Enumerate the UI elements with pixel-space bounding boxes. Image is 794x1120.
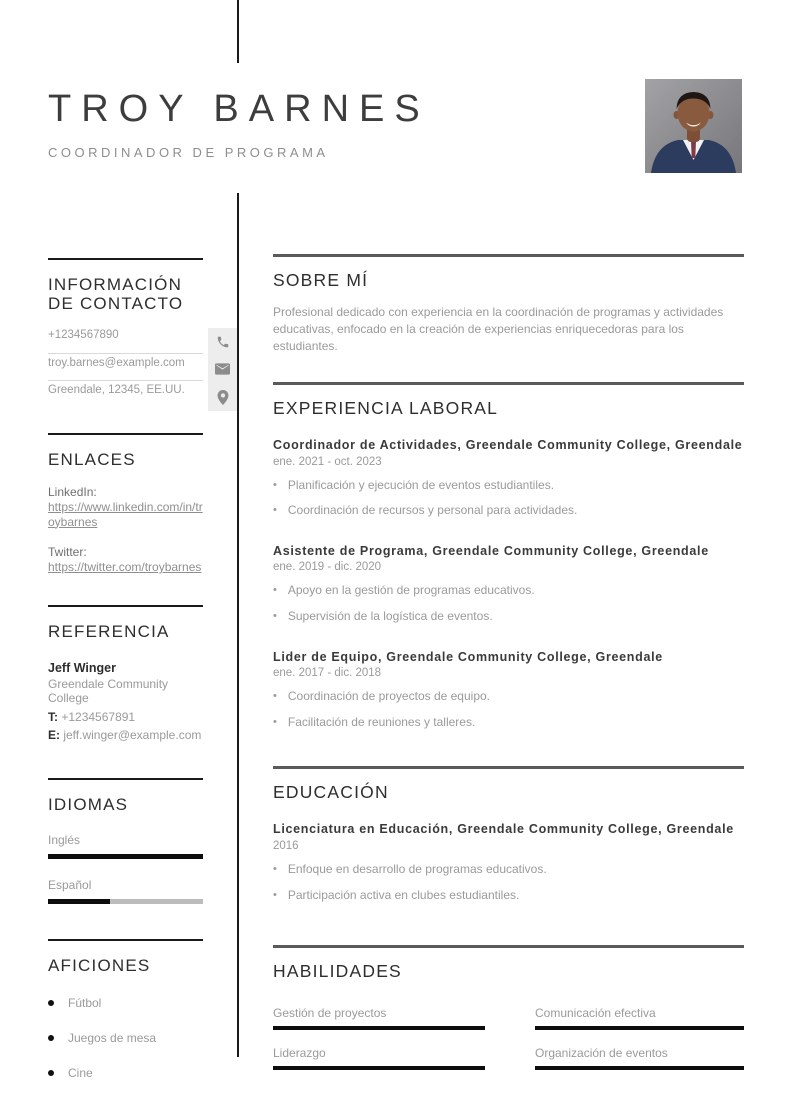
candidate-job-title: COORDINADOR DE PROGRAMA bbox=[48, 145, 329, 160]
bullet-dot-icon bbox=[48, 1000, 54, 1006]
experience-entry-dates: ene. 2019 - dic. 2020 bbox=[273, 561, 382, 574]
about-section-rule bbox=[273, 254, 744, 257]
location-icon bbox=[208, 383, 237, 411]
bullet-mark: • bbox=[273, 862, 277, 875]
skill-level-bar bbox=[273, 1026, 485, 1030]
experience-entry-bullets bbox=[273, 477, 744, 520]
bullet-item bbox=[273, 582, 744, 599]
skill-item bbox=[273, 1006, 485, 1030]
reference-phone-label: T: bbox=[48, 710, 58, 725]
experience-entry-bullets bbox=[273, 582, 744, 625]
experience-section-rule bbox=[273, 382, 744, 385]
hobby-item bbox=[48, 996, 203, 1010]
skills-section-rule bbox=[273, 945, 744, 948]
bullet-text: Apoyo en la gestión de programas educativos. bbox=[287, 583, 535, 598]
bullet-text: Facilitación de reuniones y talleres. bbox=[287, 715, 476, 730]
experience-entry-bullets bbox=[273, 688, 744, 731]
experience-entry bbox=[273, 649, 744, 731]
contact-heading: INFORMACIÓN DE CONTACTO bbox=[48, 275, 184, 314]
language-item bbox=[48, 878, 203, 904]
contact-row-phone bbox=[48, 326, 203, 354]
contact-email-value[interactable]: troy.barnes@example.com bbox=[48, 356, 185, 369]
reference-email-row bbox=[48, 728, 203, 742]
bullet-item bbox=[273, 861, 744, 878]
skill-item bbox=[273, 1046, 485, 1070]
experience-entry-title: Asistente de Programa, Greendale Community College, Greendale bbox=[273, 544, 709, 559]
bullet-item bbox=[273, 608, 744, 625]
hobbies-section-rule bbox=[48, 939, 203, 941]
contact-location-value: Greendale, 12345, EE.UU. bbox=[48, 384, 185, 397]
education-heading: EDUCACIÓN bbox=[273, 781, 389, 802]
reference-name: Jeff Winger bbox=[48, 660, 116, 675]
reference-section-rule bbox=[48, 605, 203, 607]
language-level-bar bbox=[48, 854, 203, 859]
reference-phone-row bbox=[48, 710, 203, 724]
bullet-mark: • bbox=[273, 716, 277, 729]
skill-item bbox=[535, 1006, 744, 1030]
bullet-dot-icon bbox=[48, 1070, 54, 1076]
bullet-item bbox=[273, 887, 744, 904]
skill-name: Comunicación efectiva bbox=[535, 1005, 656, 1020]
contact-icon-strip bbox=[208, 328, 237, 411]
bullet-item bbox=[273, 502, 744, 519]
experience-entry bbox=[273, 543, 744, 625]
bullet-dot-icon bbox=[48, 1035, 54, 1041]
skills-grid bbox=[273, 1006, 744, 1070]
left-column bbox=[48, 0, 203, 1080]
language-name: Inglés bbox=[48, 833, 81, 848]
experience-entry-title: Lider de Equipo, Greendale Community College, Greendale bbox=[273, 650, 663, 665]
language-name: Español bbox=[48, 878, 92, 893]
skill-name: Organización de eventos bbox=[535, 1045, 668, 1060]
reference-organization: Greendale Community College bbox=[48, 676, 169, 706]
top-divider-tick bbox=[237, 0, 239, 63]
reference-email-label: E: bbox=[48, 728, 60, 743]
contact-phone-value: +1234567890 bbox=[48, 329, 119, 342]
experience-entry bbox=[273, 437, 744, 519]
language-level-bar bbox=[48, 899, 110, 904]
column-divider-line bbox=[237, 193, 239, 1057]
hobby-label: Fútbol bbox=[68, 996, 102, 1011]
bullet-mark: • bbox=[273, 478, 277, 491]
reference-heading: REFERENCIA bbox=[48, 621, 170, 641]
experience-entry-dates: ene. 2021 - oct. 2023 bbox=[273, 455, 382, 468]
language-level-track bbox=[48, 854, 203, 859]
twitter-label: Twitter: bbox=[48, 545, 87, 560]
candidate-name: TROY BARNES bbox=[48, 88, 430, 130]
links-section-rule bbox=[48, 433, 203, 435]
hobby-item bbox=[48, 1066, 203, 1080]
twitter-url-link[interactable]: https://twitter.com/troybarnes bbox=[48, 560, 202, 575]
education-entry-dates: 2016 bbox=[273, 839, 299, 852]
bullet-text: Enfoque en desarrollo de programas educativos. bbox=[287, 861, 547, 876]
bullet-text: Supervisión de la logística de eventos. bbox=[287, 609, 493, 624]
bullet-mark: • bbox=[273, 504, 277, 517]
bullet-item bbox=[273, 714, 744, 731]
education-entry bbox=[273, 821, 744, 903]
bullet-mark: • bbox=[273, 888, 277, 901]
skill-level-bar bbox=[273, 1066, 485, 1070]
bullet-text: Participación activa en clubes estudiantiles. bbox=[287, 887, 520, 902]
skill-level-track bbox=[535, 1026, 744, 1030]
education-section-rule bbox=[273, 766, 744, 769]
about-text: Profesional dedicado con experiencia en la coordinación de programas y actividades educativas, enfocado en la creación de experiencias enriquecedoras para los estudiantes. bbox=[273, 304, 724, 354]
skills-heading: HABILIDADES bbox=[273, 961, 402, 982]
bullet-item bbox=[273, 477, 744, 494]
contact-section-rule bbox=[48, 258, 203, 260]
languages-section-rule bbox=[48, 778, 203, 780]
bullet-text: Planificación y ejecución de eventos estudiantiles. bbox=[287, 477, 555, 492]
link-item-twitter bbox=[48, 545, 203, 575]
language-level-track bbox=[48, 899, 203, 904]
skill-level-track bbox=[273, 1026, 485, 1030]
skill-name: Gestión de proyectos bbox=[273, 1005, 387, 1020]
hobbies-heading: AFICIONES bbox=[48, 956, 151, 976]
experience-heading: EXPERIENCIA LABORAL bbox=[273, 397, 499, 418]
skill-item bbox=[535, 1046, 744, 1070]
linkedin-url-link[interactable]: https://www.linkedin.com/in/troybarnes bbox=[48, 499, 203, 529]
education-entry-title: Licenciatura en Educación, Greendale Community College, Greendale bbox=[273, 822, 734, 837]
bullet-item bbox=[273, 688, 744, 705]
experience-entry-title: Coordinador de Actividades, Greendale Community College, Greendale bbox=[273, 438, 743, 453]
bullet-mark: • bbox=[273, 610, 277, 623]
skill-level-bar bbox=[535, 1026, 744, 1030]
education-entry-bullets bbox=[273, 861, 744, 904]
skill-level-track bbox=[535, 1066, 744, 1070]
experience-entry-dates: ene. 2017 - dic. 2018 bbox=[273, 667, 382, 680]
contact-row-location bbox=[48, 381, 203, 409]
skill-level-track bbox=[273, 1066, 485, 1070]
reference-phone-value: +1234567891 bbox=[61, 710, 136, 725]
contact-list bbox=[48, 326, 203, 409]
links-heading: ENLACES bbox=[48, 449, 136, 469]
hobby-label: Juegos de mesa bbox=[68, 1031, 157, 1046]
bullet-text: Coordinación de recursos y personal para actividades. bbox=[287, 503, 578, 518]
languages-heading: IDIOMAS bbox=[48, 795, 129, 815]
bullet-text: Coordinación de proyectos de equipo. bbox=[287, 689, 490, 704]
linkedin-label: LinkedIn: bbox=[48, 484, 97, 499]
hobby-item bbox=[48, 1031, 203, 1045]
reference-email-value: jeff.winger@example.com bbox=[63, 728, 202, 743]
about-heading: SOBRE MÍ bbox=[273, 270, 369, 290]
right-column bbox=[273, 0, 744, 1070]
mail-icon bbox=[208, 356, 237, 384]
skill-level-bar bbox=[535, 1066, 744, 1070]
contact-row-email bbox=[48, 354, 203, 382]
link-item-linkedin bbox=[48, 485, 203, 529]
bullet-mark: • bbox=[273, 584, 277, 597]
hobby-label: Cine bbox=[68, 1066, 93, 1081]
bullet-mark: • bbox=[273, 690, 277, 703]
language-item bbox=[48, 833, 203, 859]
phone-icon bbox=[208, 328, 237, 356]
skill-name: Liderazgo bbox=[273, 1045, 326, 1060]
